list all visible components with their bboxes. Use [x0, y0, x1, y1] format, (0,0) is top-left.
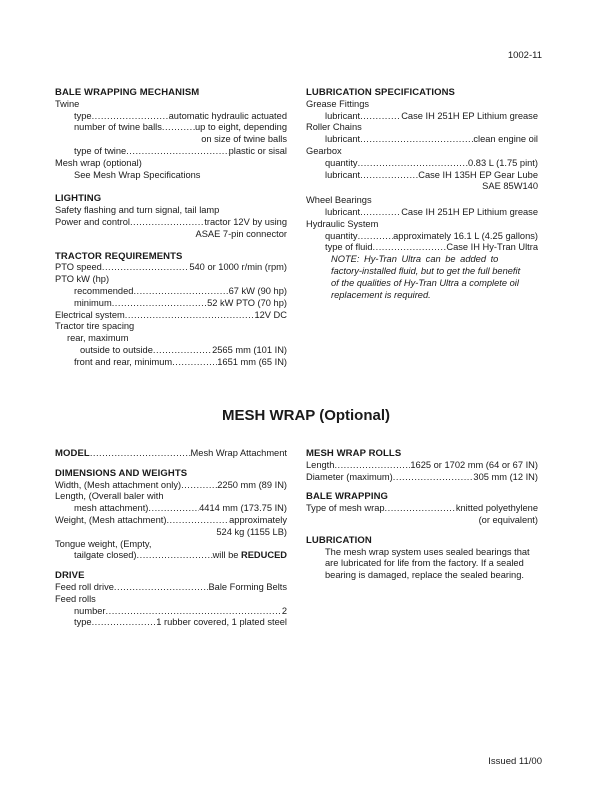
label: number: [74, 605, 106, 616]
wheel-label: Wheel Bearings: [306, 195, 372, 206]
twine-material-row: [55, 146, 287, 158]
left-column-top: [55, 87, 287, 369]
feed-rolls-label: Feed rolls: [55, 593, 96, 604]
mesh-type-row: [306, 503, 538, 515]
value: approximately 16.1 L (4.25 gallons): [393, 230, 538, 241]
label: MODEL: [55, 448, 90, 459]
diameter-row: [306, 472, 538, 484]
value: 1651 mm (65 IN): [217, 356, 287, 367]
gearbox-lube-row: [306, 170, 538, 182]
label: Length: [306, 459, 335, 470]
value: automatic hydraulic actuated: [168, 110, 287, 121]
value: 2: [281, 605, 287, 616]
chains-label: Roller Chains: [306, 122, 362, 133]
label: Feed roll drive: [55, 581, 114, 592]
heading-tractor: TRACTOR REQUIREMENTS: [55, 250, 183, 262]
label: lubricant: [325, 134, 361, 145]
roll-type-row: [55, 617, 287, 629]
note-line-2: factory-installed fluid, but to get the full benefit: [331, 265, 521, 276]
weight-cont: 524 kg (1155 LB): [216, 526, 287, 537]
gearbox-lube-cont: SAE 85W140: [482, 181, 538, 192]
page-number: 1002-11: [507, 50, 542, 61]
outside-row: [55, 345, 287, 357]
mesh-wrap-title: MESH WRAP (Optional): [221, 407, 391, 424]
tire-label: Tractor tire spacing: [55, 321, 135, 332]
roll-length-row: [306, 460, 538, 472]
wheel-row: [306, 207, 538, 219]
value: 4414 mm (173.75 IN): [199, 503, 287, 514]
value-prefix: will be: [212, 550, 239, 561]
value-bold: REDUCED: [241, 550, 287, 561]
label: type: [74, 110, 92, 121]
value: plastic or sisal: [228, 145, 287, 156]
twine-balls-row: [55, 122, 287, 134]
lubrication-text-1: The mesh wrap system uses sealed bearings that: [325, 546, 530, 557]
label: type of twine: [74, 145, 127, 156]
label: outside to outside: [80, 344, 153, 355]
grease-row: [306, 111, 538, 123]
hydraulic-label: Hydraulic System: [306, 218, 379, 229]
label: lubricant: [325, 169, 361, 180]
note-line-4: replacement is required.: [331, 289, 431, 300]
heading-lubrication-specs: LUBRICATION SPECIFICATIONS: [306, 87, 455, 98]
heading-dimensions: DIMENSIONS AND WEIGHTS: [55, 467, 188, 479]
mesh-type-cont: (or equivalent): [478, 514, 538, 525]
label: lubricant: [325, 206, 361, 217]
label: Electrical system: [55, 309, 125, 320]
heading-mesh-rolls: MESH WRAP ROLLS: [306, 448, 402, 459]
value: Case IH 135H EP Gear Lube: [418, 169, 538, 180]
twine-balls-cont: on size of twine balls: [201, 134, 287, 145]
value: 12V DC: [254, 309, 287, 320]
value: Mesh Wrap Attachment: [190, 448, 287, 458]
value: 305 mm (12 IN): [473, 471, 538, 482]
heading-lubrication: LUBRICATION: [306, 534, 372, 546]
label: Power and control: [55, 216, 130, 227]
value: knitted polyethylene: [455, 503, 538, 514]
label: mesh attachment): [74, 503, 149, 514]
value: 67 kW (90 hp): [228, 285, 287, 296]
heading-bale-wrapping: BALE WRAPPING MECHANISM: [55, 87, 200, 98]
weight-row: [55, 515, 287, 527]
footer-issued: Issued 11/00: [488, 756, 542, 767]
value: 2565 mm (101 IN): [212, 344, 287, 355]
label: front and rear, minimum: [74, 356, 173, 367]
front-row: [55, 357, 287, 369]
grease-label: Grease Fittings: [306, 98, 370, 109]
rear-label: rear, maximum: [67, 333, 129, 344]
value: 0.83 L (1.75 pint): [468, 157, 538, 168]
note-line-3: of the qualities of Hy-Tran Ultra a complete oil: [331, 277, 519, 288]
label: PTO speed: [55, 262, 102, 273]
label: Diameter (maximum): [306, 471, 393, 482]
value: tractor 12V by using: [204, 216, 287, 227]
value: [213, 550, 287, 562]
hydraulic-qty-row: [306, 231, 538, 243]
heading-bale-wrapping-mesh: BALE WRAPPING: [306, 491, 389, 503]
label: Type of mesh wrap: [306, 503, 385, 514]
value: approximately: [229, 514, 287, 525]
value: 1625 or 1702 mm (64 or 67 IN): [410, 459, 538, 470]
mesh-wrap-label: Mesh wrap (optional): [55, 157, 142, 168]
minimum-row: [55, 298, 287, 310]
chains-row: [306, 134, 538, 146]
gearbox-qty-row: [306, 158, 538, 170]
feed-drive-row: [55, 582, 287, 594]
width-row: [55, 480, 287, 492]
label: minimum: [74, 297, 112, 308]
fluid-row: [306, 242, 538, 254]
label: number of twine balls: [74, 122, 162, 133]
value: Case IH 251H EP Lithium grease: [401, 206, 538, 217]
value: Case IH 251H EP Lithium grease: [401, 110, 538, 121]
pto-kw-label: PTO kW (hp): [55, 274, 110, 285]
label: type of fluid: [325, 242, 373, 253]
right-column-top: [306, 87, 538, 301]
value: Bale Forming Belts: [208, 581, 287, 592]
value: Case IH Hy-Tran Ultra: [446, 242, 538, 253]
twine-label: Twine: [55, 98, 80, 109]
label: tailgate closed): [74, 550, 137, 561]
length-row: [55, 503, 287, 515]
lubrication-text-3: bearing is damaged, replace the sealed bearing.: [325, 570, 524, 581]
value: clean engine oil: [473, 134, 538, 145]
label: lubricant: [325, 110, 361, 121]
tongue-row: [55, 550, 287, 562]
heading-lighting: LIGHTING: [55, 193, 102, 205]
label: Weight, (Mesh attachment): [55, 514, 167, 525]
tongue-label: Tongue weight, (Empty,: [55, 538, 152, 549]
label: Width, (Mesh attachment only): [55, 479, 182, 490]
label: quantity: [325, 157, 358, 168]
recommended-row: [55, 286, 287, 298]
value: up to eight, depending: [194, 122, 287, 133]
mesh-wrap-value: See Mesh Wrap Specifications: [74, 169, 201, 180]
value: 2250 mm (89 IN): [217, 479, 287, 490]
value: 1 rubber covered, 1 plated steel: [156, 617, 287, 628]
power-cont: ASAE 7-pin connector: [195, 228, 287, 239]
heading-drive: DRIVE: [55, 570, 85, 582]
length-label: Length, (Overall baler with: [55, 491, 164, 502]
lubrication-text-2: are lubricated for life from the factory. If a sealed: [325, 558, 524, 569]
number-row: [55, 606, 287, 618]
label: type: [74, 617, 92, 628]
twine-type-row: [55, 111, 287, 123]
electrical-row: [55, 310, 287, 322]
right-column-bottom: [306, 448, 538, 582]
lighting-line: Safety flashing and turn signal, tail lamp: [55, 205, 220, 216]
model-row: [55, 448, 287, 460]
note-line-1: NOTE: Hy-Tran Ultra can be added to: [331, 254, 499, 265]
power-row: [55, 217, 287, 229]
label: recommended: [74, 285, 134, 296]
pto-speed-row: [55, 262, 287, 274]
left-column-bottom: [55, 448, 287, 629]
label: quantity: [325, 230, 358, 241]
gearbox-label: Gearbox: [306, 145, 342, 156]
value: 540 or 1000 r/min (rpm): [189, 262, 287, 273]
value: 52 kW PTO (70 hp): [207, 297, 287, 308]
